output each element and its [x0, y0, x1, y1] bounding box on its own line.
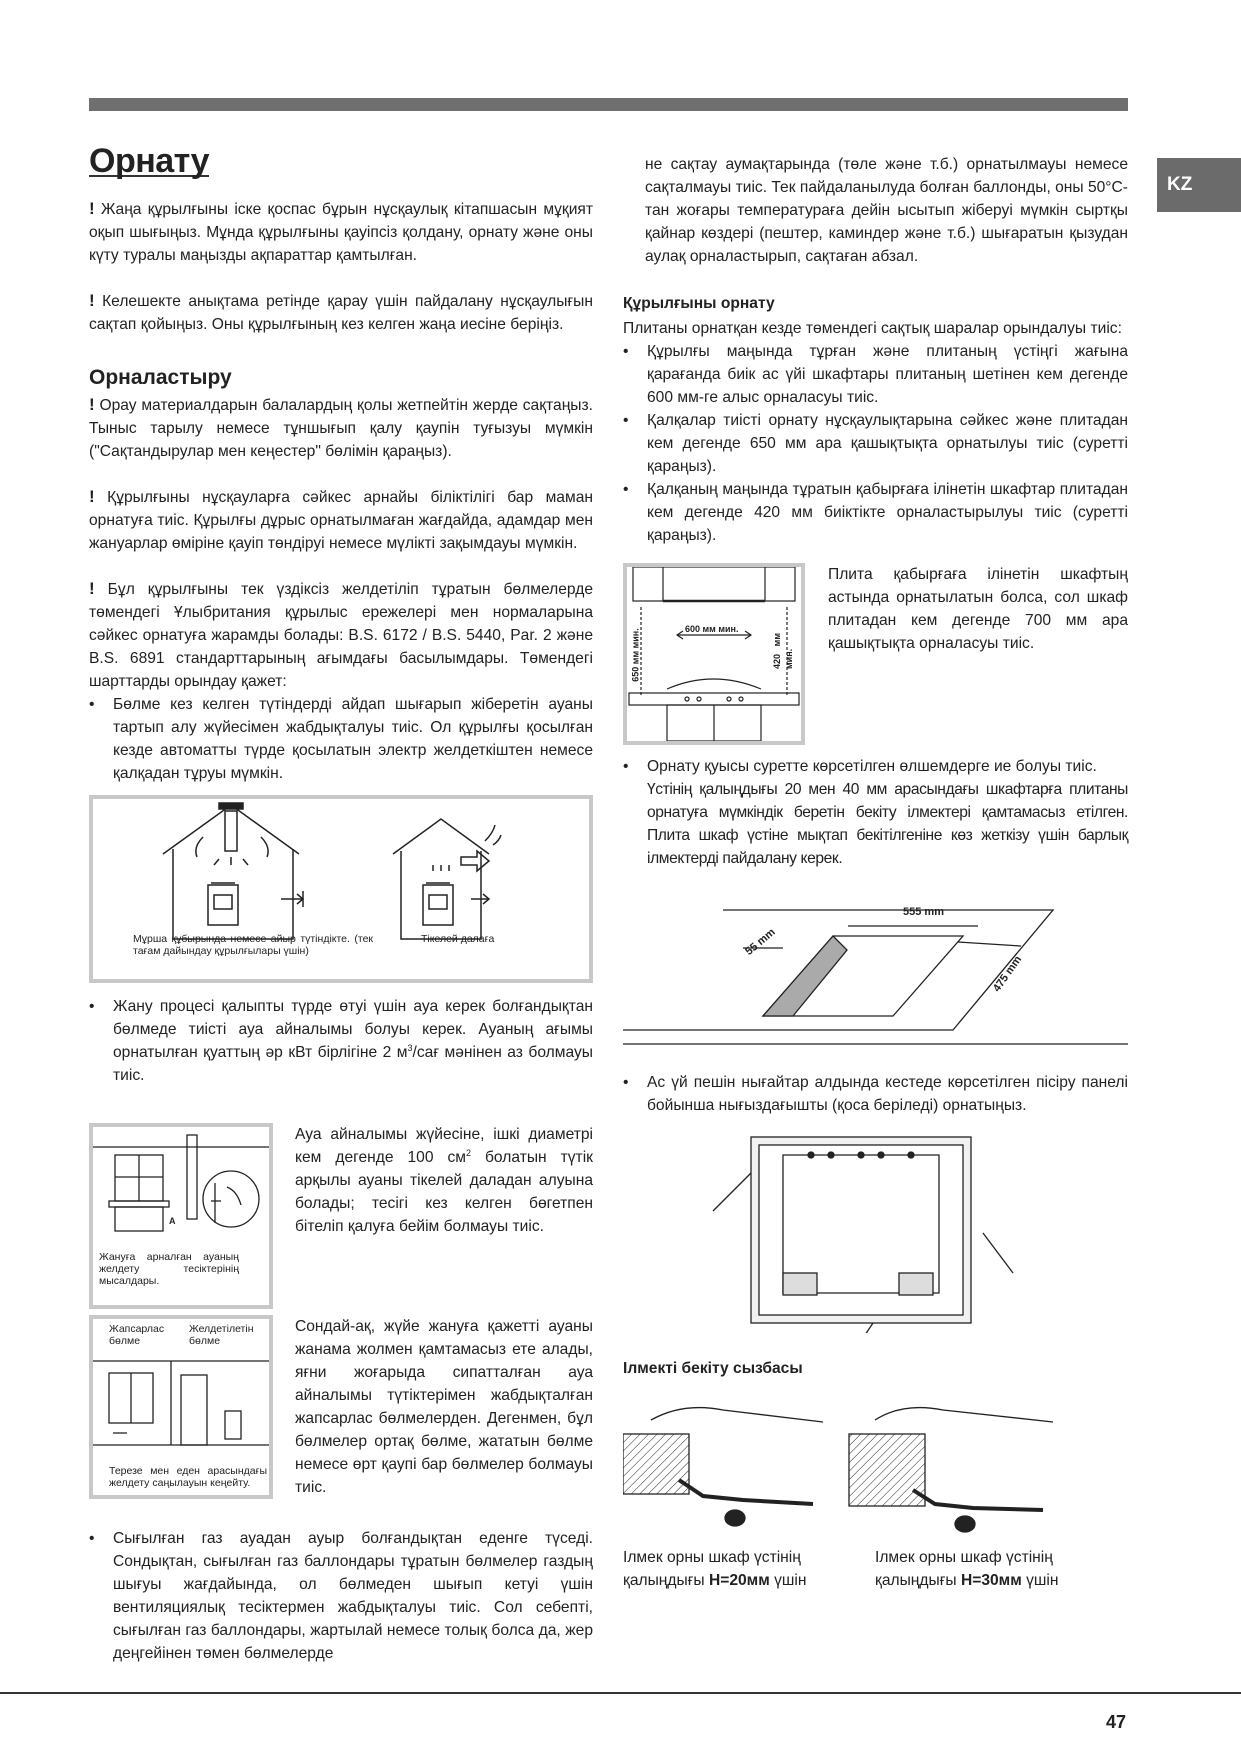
page-title: Орнату — [89, 142, 210, 180]
dim-555: 555 mm — [903, 906, 944, 918]
vent-holes-block — [89, 1123, 593, 1313]
adjacent-room-figure — [89, 1315, 273, 1499]
dim-600: 600 мм мин. — [685, 624, 739, 634]
dim-55: 55 mm — [743, 926, 778, 958]
cutout-list — [623, 755, 1128, 870]
list-item: • Сығылған газ ауадан ауыр болғандықтан еденге түседі. Сондықтан, сығылған газ баллондары тұратын бөлмелер газдың шығуы жағдайында, ол бөлмеден шығып кетуі үшін вентиляциялық тесіктермен жабдықталуы тиіс. Сол себепті, сығылған газ баллондары, жартылай немесе толық болса да, жер деңгейінен төмен бөлмелерде — [89, 1527, 593, 1665]
figure-caption-chimney: Мұрша құбырында немесе айыр түтіндікте. (тек тағам дайындау құрылғылары үшін) — [133, 933, 373, 957]
placement-paragraph-3: ! Бұл құрылғыны тек үздіксіз желдетіліп тұратын бөлмелерде төмендегі Ұлыбритания құрылыс ережелері мен нормаларына сәйкес орнатуға жарамды болады: B.S. 6172 / B.S. 5440, Par. 2 және B.S. 6891 стандарттарының ағымдағы басылымдары. Төмендегі шарттарды орындау қажет: — [89, 579, 593, 690]
dim-420: 420 мм мин. — [772, 633, 794, 669]
window-vent-diagram — [93, 1127, 269, 1247]
hood-ventilation-figure — [89, 795, 593, 983]
hook-caption-30: Ілмек орны шкаф үстінің қалыңдығы H=30мм үшін — [875, 1549, 1059, 1589]
two-rooms-diagram — [93, 1353, 269, 1453]
seal-list — [623, 1071, 1128, 1117]
install-list — [623, 340, 1128, 547]
hob-underside-figure — [623, 1133, 1128, 1333]
left-column — [89, 142, 593, 1665]
dim-475: 475 mm — [990, 953, 1025, 995]
list-item: • Жану процесі қалыпты түрде өтуі үшін ауа керек болғандықтан бөлмеде тиісті ауа айналымы болуы керек. Ауаның ағымы орнатылған қуаттың әр кВт бірлігіне 2 $м^3$/сағ мәнінен аз болмауы тиіс. — [89, 995, 593, 1087]
storage-continuation: не сақтау аумақтарында (төле және т.б.) орнатылмауы немесе сақталмауы тиіс. Тек пайдаланылуда болған баллонды, оны 50°C-тан жоғары температураға дейін ысытып жіберуі мүмкін сыртқы қайнар көздері (пештер, каминдер және т.б.) шығаратын қызудан аулақ орналастырып, сақтаған абзал. — [645, 156, 1128, 265]
language-tab: KZ — [1157, 158, 1241, 212]
wall-cabinet-text: Плита қабырғаға ілінетін шкафтың астында орнатылатын болса, сол шкаф плитадан кем дегенде 700 мм ара қашықтықта орналасуы тиіс. — [828, 566, 1128, 652]
list-item: • Құрылғы маңында тұрған және плитаның үстіңгі жағына қарағанда биік ас үйі шкафтары плитаның шетінен кем дегенде 600 мм-ге алыс орналасуы тиіс. — [623, 340, 1128, 409]
cutout-diagram — [623, 876, 1128, 1051]
intro-paragraph-2: ! Келешекте анықтама ретінде қарау үшін пайдалану нұсқаулығын сақтап қойыңыз. Оны құрылғының кез келген жаңа иесіне беріңіз. — [89, 291, 593, 333]
clearance-figure — [623, 563, 805, 745]
window-vent-caption: Терезе мен еден арасындағы желдету саңылауын кеңейту. — [109, 1465, 267, 1489]
ventilated-room-label: Желдетілетін бөлме — [189, 1323, 254, 1347]
right-column — [623, 153, 1128, 1596]
figure-caption-outside: Тікелей далаға — [421, 933, 495, 945]
list-item: • Орнату қуысы суретте көрсетілген өлшемдерге ие болуы тиіс. Үстінің қалыңдығы 20 мен 40 мм арасындағы шкафтарға плитаны орнатуға мүмкіндік беретін бекіту ілмектері қамтамасыз етілген. Плита шкаф үстіне мықтап бекітілгеніне көз жеткізу үшін барлық ілмектерді пайдалану керек. — [623, 755, 1128, 870]
section-title-placement: Орналастыру — [89, 366, 232, 389]
list-item: • Бөлме кез келген түтіндерді айдап шығарып жіберетін ауаны тартып алу жүйесімен жабдықталуы тиіс. Ол құрылғы қосылған кезде автоматты түрде қосылатын электр желдеткіштен немесе қалқадан тұруы мүмкін. — [89, 693, 593, 785]
airflow-list — [89, 995, 593, 1087]
list-item: • Қалқаның маңында тұратын қабырғаға ілінетін шкафтар плитадан кем дегенде 420 мм биіктікте орналастырылуы тиіс (суретті қараңыз). — [623, 478, 1128, 547]
top-header-bar — [89, 98, 1128, 111]
intro-paragraph-1: ! Жаңа құрылғыны іске қоспас бұрын нұсқаулық кітапшасын мұқият оқып шығыңыз. Мұнда құрылғыны қауіпсіз қолдану, орнату және оны күту туралы маңызды ақпараттар қамтылған. — [89, 199, 593, 264]
install-title: Құрылғыны орнату — [623, 295, 775, 312]
hob-underside-diagram — [623, 1133, 1128, 1333]
dim-650: 650 мм мин. — [630, 628, 641, 682]
air-circulation-text: Ауа айналымы жүйесіне, ішкі диаметрі кем дегенде 100 $см^2$ болатын түтік арқылы ауаны тікелей даладан алуына болады; тесігі кез келген бөгетпен бітеліп қалуға бейім болмауы тиіс. — [295, 1126, 593, 1235]
list-item: • Қалқалар тиісті орнату нұсқаулықтарына сәйкес және плитадан кем дегенде 650 мм ара қашықтықта орнатылуы тиіс (суретті қараңыз). — [623, 409, 1128, 478]
clearance-block — [623, 563, 1128, 749]
footer-rule — [0, 1692, 1241, 1694]
hook-diagrams — [623, 1400, 1128, 1540]
ventilation-list — [89, 693, 593, 785]
vent-holes-figure — [89, 1123, 273, 1309]
placement-paragraph-1: ! Орау материалдарын балалардың қолы жетпейтін жерде сақтаңыз. Тыныс тарылу немесе тұншығып қалу қаупін туғызуы мүмкін ("Сақтандырулар мен кеңестер" бөлімін қараңыз). — [89, 395, 593, 460]
list-item: • Ас үй пешін нығайтар алдында кестеде көрсетілген пісіру панелі бойынша нығыздағышты (қоса беріледі) орнатыңыз. — [623, 1071, 1128, 1117]
cutout-figure — [623, 876, 1128, 1051]
gas-cylinder-list — [89, 1527, 593, 1665]
adjacent-room-label: Жапсарлас бөлме — [109, 1323, 165, 1347]
hook-figures — [623, 1400, 1128, 1540]
vent-label-a: A — [169, 1216, 176, 1226]
adjacent-room-block — [89, 1315, 593, 1499]
install-intro: Плитаны орнатқан кезде төмендегі сақтық шаралар орындалуы тиіс: — [623, 320, 1122, 337]
hook-diagram-title: Ілмекті бекіту сызбасы — [623, 1360, 803, 1377]
placement-paragraph-2: ! Құрылғыны нұсқауларға сәйкес арнайы біліктілігі бар маман орнатуға тиіс. Құрылғы дұрыс орнатылмаған жағдайда, адамдар мен жануарлар өміріне қауіп төндіруі немесе мүлікті зақымдауы мүмкін. — [89, 487, 593, 552]
vent-holes-caption: Жануға арналған ауаның желдету тесіктерінің мысалдары. — [99, 1251, 239, 1287]
indirect-air-text: Сондай-ақ, жүйе жануға қажетті ауаны жанама жолмен қамтамасыз ете алады, яғни жоғарыда сипатталған ауа айналымы түтіктерімен жабдықталған жапсарлас бөлмелерден. Дегенмен, бұл бөлмелер ортақ бөлме, жататын бөлме немесе өрт қаупі бар бөлмелер болмауы тиіс. — [295, 1318, 593, 1496]
hook-caption-20: Ілмек орны шкаф үстінің қалыңдығы H=20мм үшін — [623, 1549, 807, 1589]
page-number: 47 — [1106, 1712, 1127, 1732]
hook-captions — [623, 1546, 1128, 1596]
